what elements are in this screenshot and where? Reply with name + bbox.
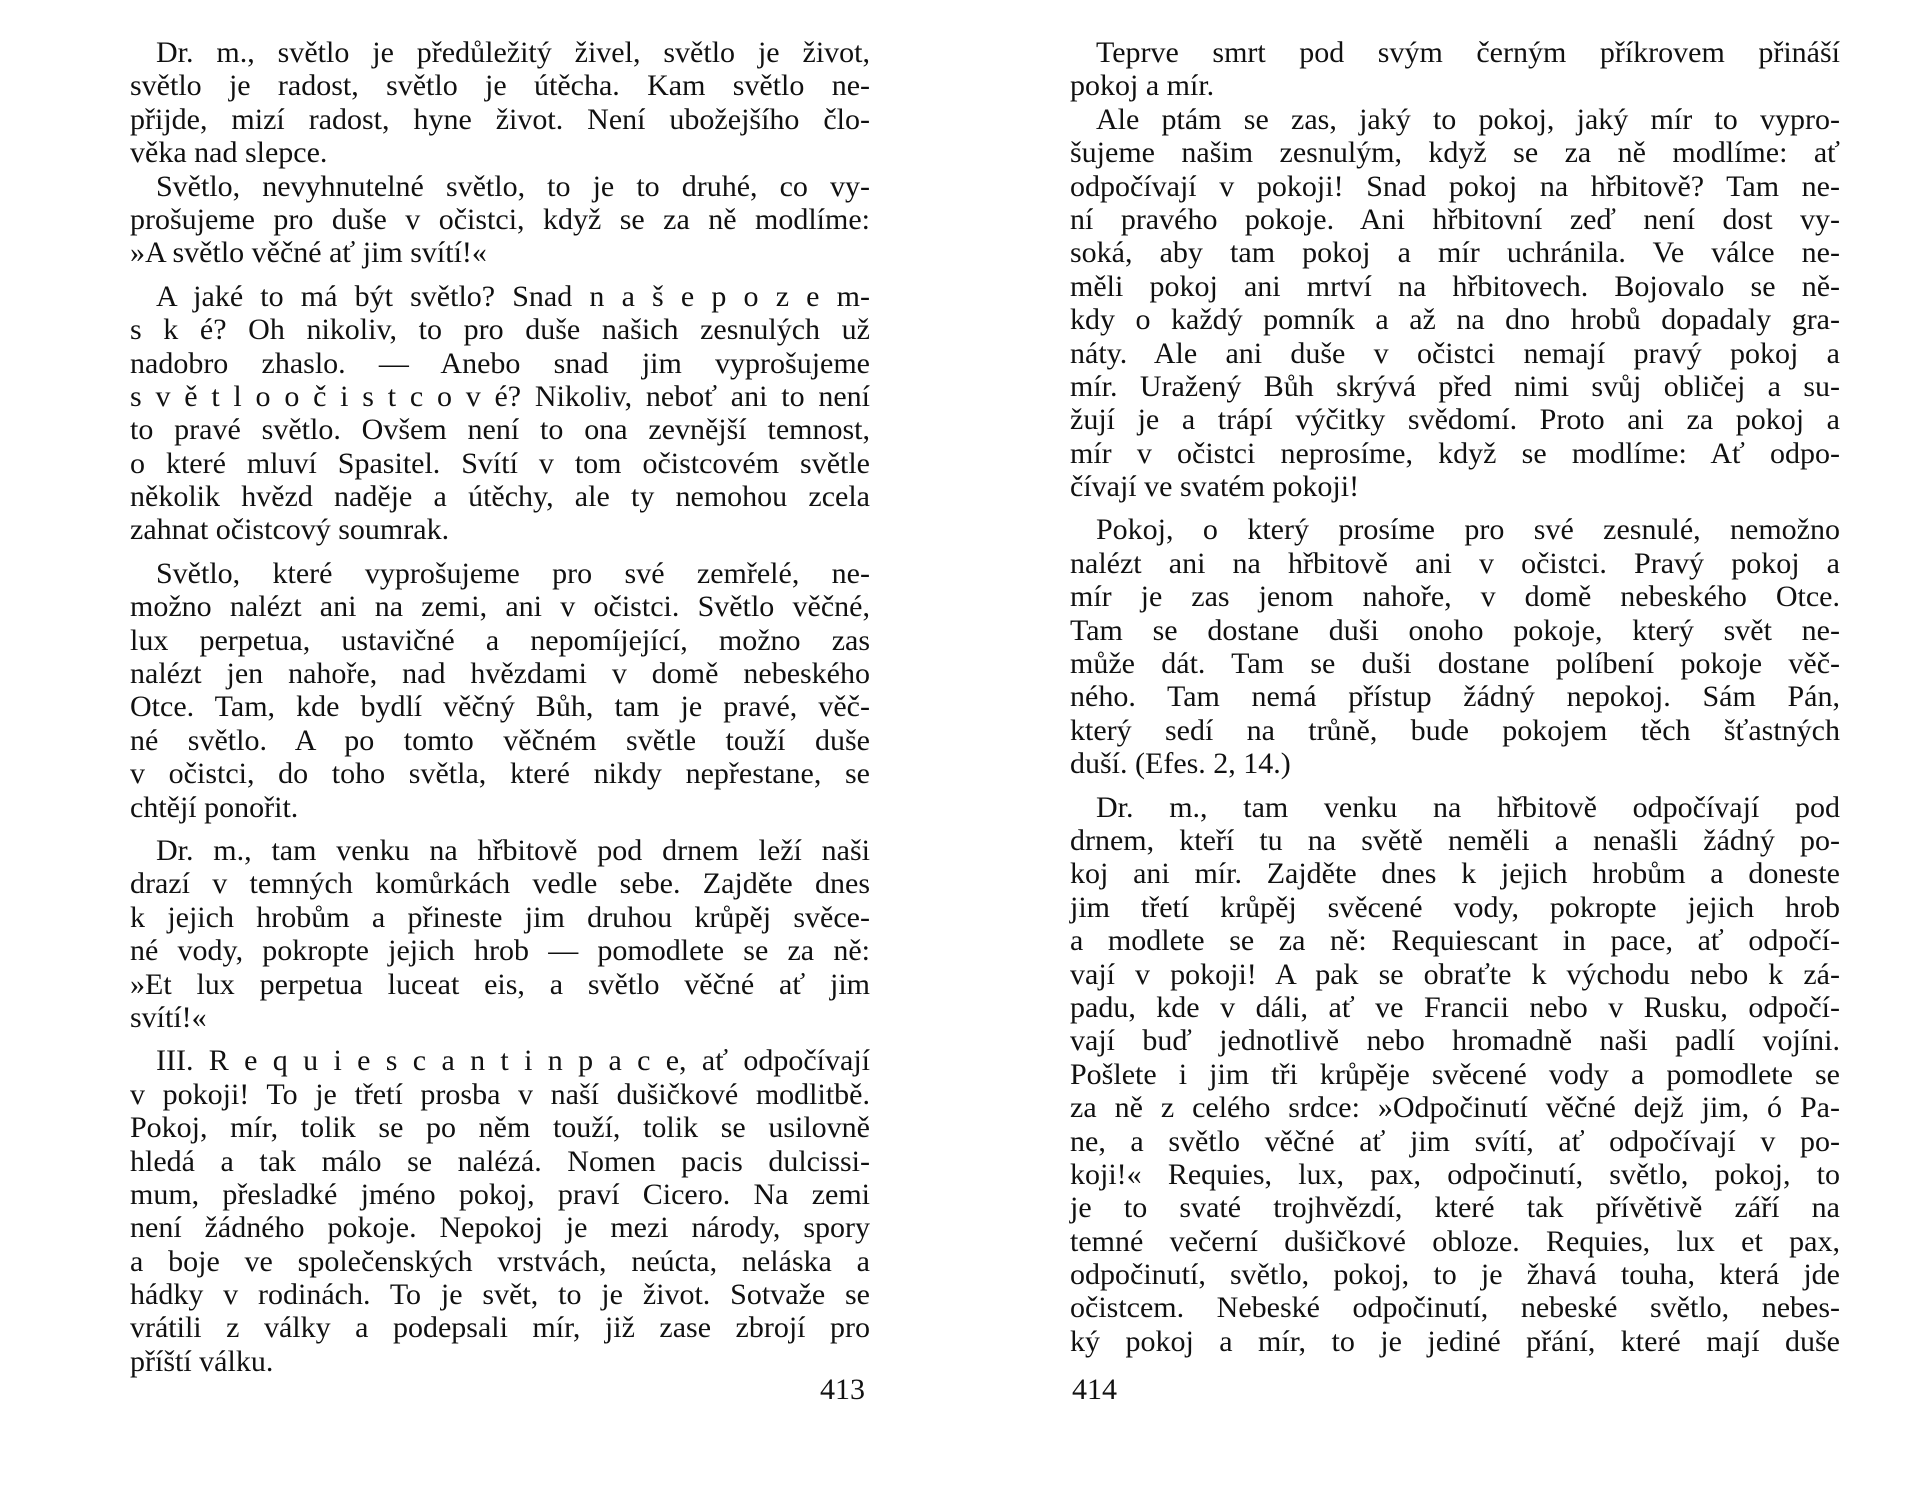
text-line: Dr. m., tam venku na hřbitově odpočívají pod [1096,790,1840,824]
text-line: ní pravého pokoje. Ani hřbitovní zeď není dost vy- [1070,202,1840,236]
text-line: padu, kde v dáli, ať ve Francii nebo v Rusku, odpočí- [1070,990,1840,1024]
page-number-left: 413 [820,1373,865,1406]
text-line: Dr. m., světlo je předůležitý živel, světlo je život, [156,36,870,69]
text-line: k jejich hrobům a přineste jim druhou krůpěj svěce- [130,900,870,934]
text-line: Otce. Tam, kde bydlí věčný Bůh, tam je pravé, věč- [130,690,870,724]
text-line: o které mluví Spasitel. Svítí v tom očistcovém světle [130,446,870,480]
text-line: hledá a tak málo se nalézá. Nomen pacis dulcissi- [130,1144,870,1178]
text-line: a modlete se za ně: Requiescant in pace, ať odpočí- [1070,924,1840,958]
text-line: mír. Uražený Bůh skrývá před nimi svůj obličej a su- [1070,369,1840,403]
text-line: drnem, kteří tu na světě neměli a nenašli žádný po- [1070,823,1840,857]
text-line: šujeme našim zesnulým, když se za ně modlíme: ať [1070,136,1840,170]
text-line: kdy o každý pomník a až na dno hrobů dopadaly gra- [1070,303,1840,337]
text-line: věka nad slepce. [130,136,328,170]
text-line: příští válku. [130,1344,274,1378]
text-line: je to svaté trojhvězdí, které tak přívětivě září na [1070,1191,1840,1225]
text-line: prošujeme pro duše v očistci, když se za ně modlíme: [130,202,870,236]
text-line: hádky v rodinách. To je svět, to je život. Sotvaže se [130,1278,870,1312]
text-line: ného. Tam nemá přístup žádný nepokoj. Sám Pán, [1070,680,1840,714]
text-line: nadobro zhaslo. — Anebo snad jim vyprošujeme [130,346,870,380]
text-line: několik hvězd naděje a útěchy, ale ty nemohou zcela [130,480,870,514]
text-line: nalézt ani na hřbitově ani v očistci. Pravý pokoj a [1070,546,1840,580]
text-line: ký pokoj a mír, to je jediné přání, které mají duše [1070,1324,1840,1358]
text-line: Teprve smrt pod svým černým příkrovem přináší [1096,36,1840,69]
paragraph [130,834,870,1034]
text-line: koji!« Requies, lux, pax, odpočinutí, světlo, pokoj, to [1070,1157,1840,1191]
text-line: drazí v temných komůrkách vedle sebe. Zajděte dnes [130,867,870,901]
text-line: Ale ptám se zas, jaký to pokoj, jaký mír to vypro- [1096,102,1840,136]
text-line: a boje ve společenských vrstvách, neúcta, neláska a [130,1244,870,1278]
paragraph [130,36,870,170]
paragraph [1070,36,1840,103]
text-line: lux perpetua, ustavičné a nepomíjející, možno zas [130,623,870,657]
text-line: měli pokoj ani mrtví na hřbitovech. Bojovalo se ně- [1070,269,1840,303]
text-line: pokoj a mír. [1070,69,1215,103]
text-line: vrátili z války a podepsali mír, již zase zbrojí pro [130,1311,870,1345]
text-line: v pokoji! To je třetí prosba v naší dušičkové modlitbě. [130,1077,870,1111]
text-line: svítí!« [130,1000,207,1034]
text-line: soká, aby tam pokoj a mír uchránila. Ve válce ne- [1070,236,1840,270]
paragraph [130,557,870,824]
text-line: chtějí ponořit. [130,790,299,824]
paragraph [130,170,870,270]
text-line: Světlo, které vyprošujeme pro své zemřelé, ne- [156,556,870,590]
text-line: A jaké to má být světlo? Snad n a š e p o z e m- [156,279,870,313]
text-line: žují je a trápí výčitky svědomí. Proto ani za pokoj a [1070,403,1840,437]
text-line: v očistci, do toho světla, které nikdy nepřestane, se [130,757,870,791]
text-line: né vody, pokropte jejich hrob — pomodlete se za ně: [130,934,870,968]
text-line: Světlo, nevyhnutelné světlo, to je to druhé, co vy- [156,169,870,203]
text-line: Dr. m., tam venku na hřbitově pod drnem leží naši [156,833,870,867]
text-line: koj ani mír. Zajděte dnes k jejich hrobům a doneste [1070,857,1840,891]
text-line: možno nalézt ani na zemi, ani v očistci. Světlo věčné, [130,590,870,624]
paragraph [130,1044,870,1378]
text-line: s k é? Oh nikoliv, to pro duše našich zesnulých už [130,313,870,347]
text-line: mír je zas jenom nahoře, v domě nebeského Otce. [1070,580,1840,614]
text-line: mum, přesladké jméno pokoj, praví Cicero. Na zemi [130,1177,870,1211]
text-line: temné večerní dušičkové obloze. Requies, lux et pax, [1070,1224,1840,1258]
text-line: Pokoj, o který prosíme pro své zesnulé, nemožno [1096,513,1840,547]
text-line: to pravé světlo. Ovšem není to ona zevnější temnost, [130,413,870,447]
text-line: né světlo. A po tomto věčném světle touží duše [130,723,870,757]
text-line: který sedí na trůně, bude pokojem těch šťastných [1070,713,1840,747]
text-line: není žádného pokoje. Nepokoj je mezi národy, spory [130,1211,870,1245]
text-line: přijde, mizí radost, hyne život. Není ubožejšího člo- [130,102,870,136]
text-line: může dát. Tam se duši dostane políbení pokoje věč- [1070,647,1840,681]
text-line: Tam se dostane duši onoho pokoje, který svět ne- [1070,613,1840,647]
paragraph [1070,103,1840,504]
text-line: zahnat očistcový soumrak. [130,513,450,547]
page-number-right: 414 [1072,1373,1117,1406]
text-line: jim třetí krůpěj svěcené vody, pokropte jejich hrob [1070,890,1840,924]
text-line: Pokoj, mír, tolik se po něm touží, tolik se usilovně [130,1111,870,1145]
paragraph [1070,513,1840,780]
text-line: »Et lux perpetua luceat eis, a světlo věčné ať jim [130,967,870,1001]
text-line: mír v očistci neprosíme, když se modlíme: Ať odpo- [1070,436,1840,470]
text-line: očistcem. Nebeské odpočinutí, nebeské světlo, nebes- [1070,1291,1840,1325]
text-line: odpočinutí, světlo, pokoj, to je žhavá touha, která jde [1070,1258,1840,1292]
text-line: III. R e q u i e s c a n t i n p a c e, ať odpočívají [156,1044,870,1078]
text-line: náty. Ale ani duše v očistci nemají pravý pokoj a [1070,336,1840,370]
left-page [130,36,870,1378]
right-page [1070,36,1840,1358]
text-line: vají buď jednotlivě nebo hromadně naši padlí vojíni. [1070,1024,1840,1058]
paragraph [1070,791,1840,1359]
text-line: ne, a světlo věčné ať jim svítí, ať odpočívají v po- [1070,1124,1840,1158]
text-line: světlo je radost, světlo je útěcha. Kam světlo ne- [130,69,870,103]
text-line: nalézt jen nahoře, nad hvězdami v domě nebeského [130,657,870,691]
text-line: s v ě t l o o č i s t c o v é? Nikoliv, neboť ani to není [130,379,870,413]
text-line: za ně z celého srdce: »Odpočinutí věčné dejž jim, ó Pa- [1070,1091,1840,1125]
text-line: vají v pokoji! A pak se obraťte k východu nebo k zá- [1070,957,1840,991]
text-line: odpočívají v pokoji! Snad pokoj na hřbitově? Tam ne- [1070,169,1840,203]
text-line: duší. (Efes. 2, 14.) [1070,747,1291,781]
text-line: Pošlete i jim tři krůpěje svěcené vody a pomodlete se [1070,1057,1840,1091]
paragraph [130,280,870,547]
text-line: čívají ve svatém pokoji! [1070,470,1360,504]
text-line: »A světlo věčné ať jim svítí!« [130,236,487,270]
